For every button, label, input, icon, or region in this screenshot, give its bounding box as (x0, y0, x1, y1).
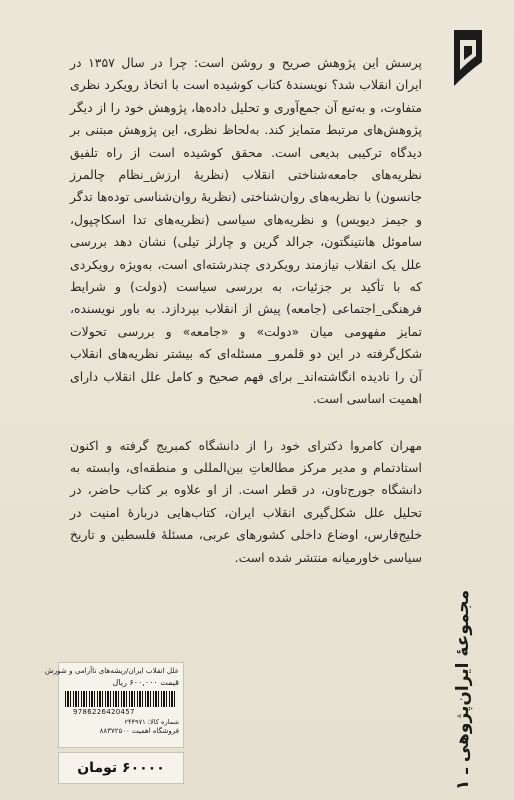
barcode-book-title: علل انقلاب ایران/ریشه‌های ناآرامی و شورش (44, 666, 179, 675)
barcode-shop: فروشگاه اهمیت ۸۸۳۷۲۵۰۰ (99, 727, 179, 735)
series-title (428, 589, 498, 791)
barcode-isbn: 9786226420457 (73, 708, 135, 716)
author-bio-paragraph: مهران کامروا دکترای خود را از دانشگاه کمبریج گرفته و اکنون استادتمام و مدیر مرکز مطالعاتِ بین‌المللی و منطقه‌ای، وابسته به دانشگاه جورج‌تاون، در قطر است. از او علاوه بر کتاب حاضر، در تحلیل علل شکل‌گیری انقلاب ایران، کتاب‌هایی دربارهٔ امنیت در خلیج‌فارس، اوضاع داخلی کشورهای عربی، مسئلهٔ فلسطین و تاریخ سیاسی خاورمیانه منتشر شده است. (70, 437, 422, 565)
book-description (70, 52, 422, 569)
barcode-icon (65, 691, 177, 707)
series-title-text: مجموعهٔ ایران‌پژوهی ـ ۱ (453, 589, 474, 791)
barcode-product-code: شماره کالا: ۲۴۴۹۷۱ (124, 718, 179, 726)
price-sticker (58, 752, 184, 784)
barcode-sticker (44, 662, 184, 748)
price-sticker-text: ۶۰۰۰۰ تومان (77, 760, 165, 776)
description-paragraph: پرسش این پژوهش صریح و روشن است: چرا در سال ۱۳۵۷ در ایران انقلاب شد؟ نویسندهٔ کتاب کوشیده است با اتخاذ رویکرد نظری متفاوت، و به‌تبع آن جمع‌آوری و تحلیل داده‌ها، پژوهش خود را از دیگر پژوهش‌های مرتبط متمایز کند. به‌لحاظ نظری، این پژوهش مبتنی بر دیدگاه ترکیبی بدیعی است. محقق کوشیده است از راه تلفیق نظریه‌های جامعه‌شناختی انقلاب (نظریهٔ ارزش_نظام چالمرز جانسون) با نظریه‌های روان‌شناختی (نظریهٔ روان‌شناسی توده‌ها تدگر و جیمز دیویس) و نظریه‌های سیاسی (نظریه‌های تدا اسکاچپول، ساموئل هانتینگتون، جرالد گرین و چارلز تیلی) نشان دهد بررسی علل یک انقلاب نیازمند رویکردی چندرشته‌ای است، به‌ویژه رویکردی که با تأکید بر جزئیات، به بررسی سیاست (دولت) و شرایط فرهنگی_اجتماعی (جامعه) پیش از انقلاب بپردازد. به باور نویسنده، تمایز مفهومی میان «دولت» و «جامعه» و بررسی تحولات شکل‌گرفته در این دو قلمرو_ مسئله‌ای که بیشتر نظریه‌های انقلاب آن را نادیده انگاشته‌اند_ برای فهم صحیح و کامل علل انقلاب دارای اهمیت اساسی است. (70, 55, 422, 407)
publisher-logo-icon (448, 28, 488, 90)
barcode-price: قیمت ۶۰۰,۰۰۰ ریال (112, 678, 179, 687)
